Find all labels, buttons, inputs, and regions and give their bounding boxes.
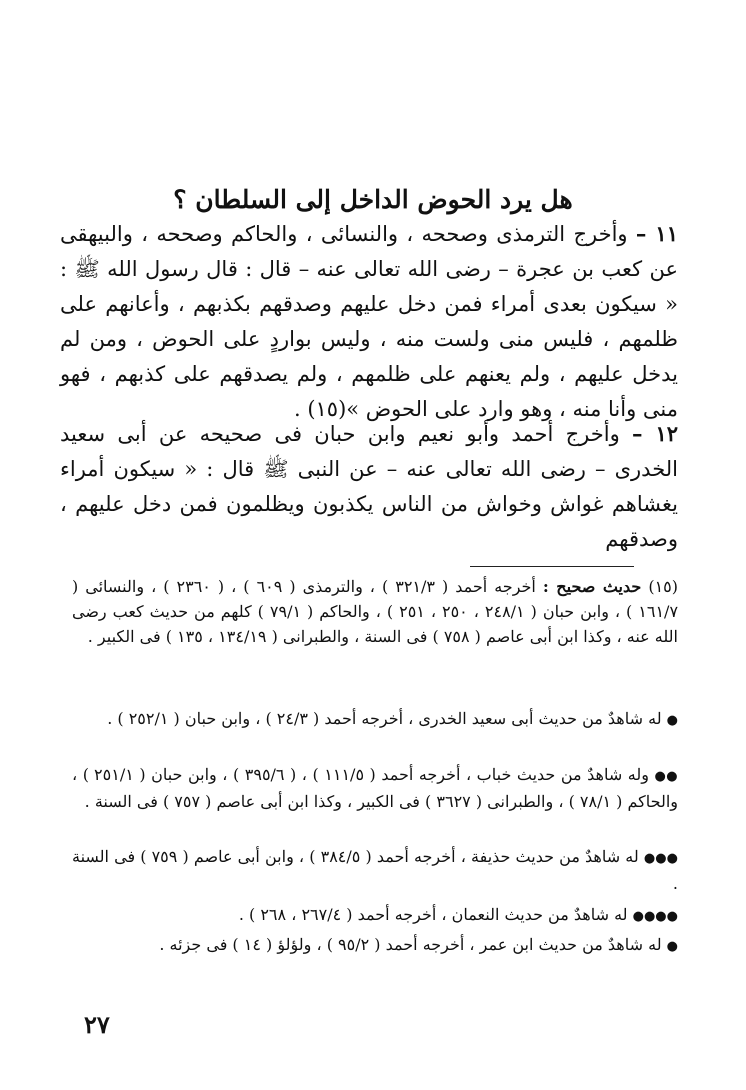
bullet-icon: ●●● <box>643 851 679 866</box>
supporting-note <box>72 902 678 929</box>
note-text: له شاهدٌ من حديث ابن عمر ، أخرجه أحمد ( ٩٥/٢ ) ، ولؤلؤ ( ١٤ ) فى جزئه . <box>159 935 662 954</box>
page-number: ٢٧ <box>84 1010 110 1039</box>
footnote-separator <box>470 566 634 567</box>
bullet-icon: ●● <box>654 769 679 784</box>
supporting-note <box>72 706 678 733</box>
hadith-text: وأخرج الترمذى وصححه ، والنسائى ، والحاكم وصححه ، والبيهقى عن كعب بن عجرة – رضى الله تعالى عنه – قال : قال رسول الله ﷺ : « سيكون بعدى أمراء فمن دخل عليهم وصدقهم بكذبهم ، وأعانهم على ظلمهم ، فليس منى ولست منه ، وليس بواردٍ على الحوض ، ومن لم يدخل عليهم ، ولم يعنهم على ظلمهم ، ولم يصدقهم على كذبهم ، فهو منى وأنا منه ، وهو وارد على الحوض »(١٥) . <box>60 222 678 421</box>
footnote-15 <box>72 574 678 649</box>
hadith-number: ١٢ – <box>632 421 678 446</box>
bullet-icon: ● <box>666 939 678 954</box>
footnote-marker: (١٥) <box>648 577 679 596</box>
footnote-heading: حديث صحيح : <box>542 577 642 596</box>
footnote-text: أخرجه أحمد ( ٣٢١/٣ ) ، والترمذى ( ٦٠٩ ) ، ( ٢٣٦٠ ) ، والنسائى ( ١٦١/٧ ) ، وابن حبان ( ٢٤٨/١ ، ٢٥٠ ، ٢٥١ ) ، والحاكم ( ٧٩/١ ) كلهم من حديث كعب رضى الله عنه ، وكذا ابن أبى عاصم ( ٧٥٨ ) فى السنة ، والطبرانى ( ١٣٤/١٩ ، ١٣٥ ) فى الكبير . <box>72 577 679 646</box>
hadith-paragraph-12 <box>60 416 678 557</box>
note-text: له شاهدٌ من حديث أبى سعيد الخدرى ، أخرجه أحمد ( ٢٤/٣ ) ، وابن حبان ( ٢٥٢/١ ) . <box>107 709 662 728</box>
supporting-note <box>72 932 678 959</box>
bullet-icon: ●●●● <box>632 909 678 924</box>
hadith-text: وأخرج أحمد وأبو نعيم وابن حبان فى صحيحه عن أبى سعيد الخدرى – رضى الله تعالى عنه – عن النبى ﷺ قال : « سيكون أمراء يغشاهم غواش وخواش من الناس يكذبون ويظلمون فمن دخل عليهم ، وصدقهم <box>60 422 678 551</box>
supporting-note <box>72 762 678 814</box>
hadith-paragraph-11 <box>60 216 678 427</box>
hadith-number: ١١ – <box>635 221 678 246</box>
note-text: وله شاهدٌ من حديث خباب ، أخرجه أحمد ( ١١١/٥ ) ، ( ٣٩٥/٦ ) ، وابن حبان ( ٢٥١/١ ) ، والحاكم ( ٧٨/١ ) ، والطبرانى ( ٣٦٢٧ ) فى الكبير ، وكذا ابن أبى عاصم ( ٧٥٧ ) فى السنة . <box>72 765 678 811</box>
note-text: له شاهدٌ من حديث النعمان ، أخرجه أحمد ( ٢٦٧/٤ ، ٢٦٨ ) . <box>238 905 628 924</box>
supporting-note <box>72 844 678 896</box>
section-heading: هل يرد الحوض الداخل إلى السلطان ؟ <box>173 184 573 214</box>
note-text: له شاهدٌ من حديث حذيفة ، أخرجه أحمد ( ٣٨٤/٥ ) ، وابن أبى عاصم ( ٧٥٩ ) فى السنة . <box>72 847 678 893</box>
bullet-icon: ● <box>666 713 678 728</box>
